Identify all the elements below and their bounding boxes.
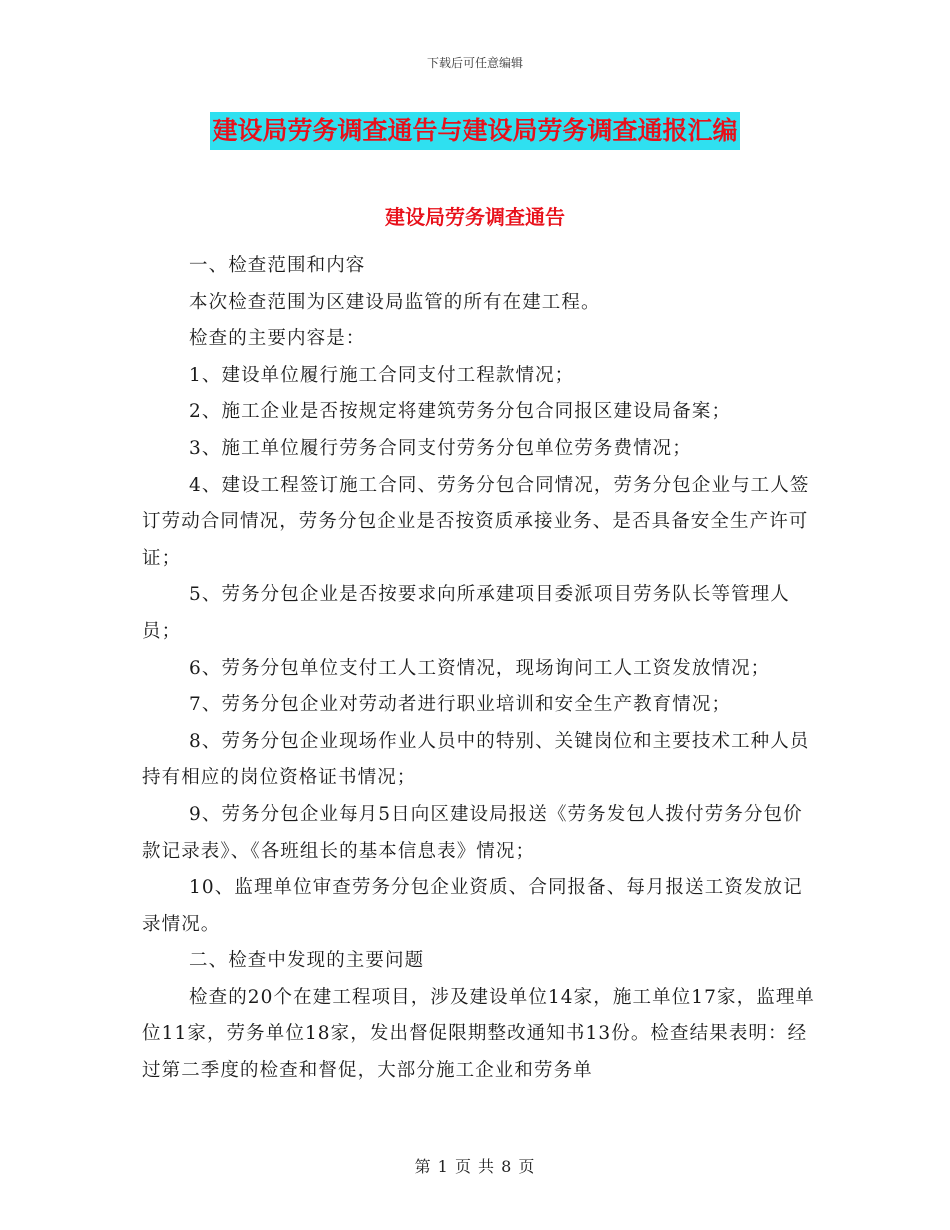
- paragraph: 5、劳务分包企业是否按要求向所承建项目委派项目劳务队长等管理人员；: [142, 584, 790, 642]
- paragraph: 一、检查范围和内容: [189, 255, 366, 276]
- header-note: 下载后可任意编辑: [426, 56, 523, 70]
- paragraph: 10、监理单位审查劳务分包企业资质、合同报备、每月报送工资发放记录情况。: [142, 877, 803, 935]
- paragraph: 检查的主要内容是：: [189, 328, 366, 350]
- page-footer: 第 1 页 共 8 页: [414, 1157, 536, 1176]
- paragraph: 二、检查中发现的主要问题: [189, 950, 425, 972]
- paragraph: 检查的20个在建工程项目，涉及建设单位14家，施工单位17家，监理单位11家，劳务单位18家，发出督促限期整改通知书13份。检查结果表明：经过第二季度的检查和督促，大部分施工企业和劳务单: [142, 986, 816, 1082]
- paragraph: 本次检查范围为区建设局监管的所有在建工程。: [189, 291, 601, 313]
- paragraph: 7、劳务分包企业对劳动者进行职业培训和安全生产教育情况；: [189, 694, 732, 716]
- paragraph: 1、建设单位履行施工合同支付工程款情况；: [189, 364, 575, 386]
- paragraph: 6、劳务分包单位支付工人工资情况，现场询问工人工资发放情况；: [189, 657, 771, 679]
- section-title: 建设局劳务调查通告: [385, 205, 565, 229]
- paragraph: 9、劳务分包企业每月5日向区建设局报送《劳务发包人拨付劳务分包价款记录表》、《各班组长的基本信息表》情况；: [142, 803, 803, 862]
- paragraph: 8、劳务分包企业现场作业人员中的特别、关键岗位和主要技术工种人员持有相应的岗位资格证书情况；: [142, 730, 810, 789]
- document-body: [142, 248, 818, 1090]
- main-title-text: 建设局劳务调查通告与建设局劳务调查通报汇编: [210, 112, 739, 150]
- paragraph: 2、施工企业是否按规定将建筑劳务分包合同报区建设局备案；: [189, 401, 732, 423]
- document-main-title: [0, 112, 950, 150]
- paragraph: 4、建设工程签订施工合同、劳务分包合同情况，劳务分包企业与工人签订劳动合同情况，劳务分包企业是否按资质承接业务、是否具备安全生产许可证；: [142, 474, 810, 569]
- paragraph: 3、施工单位履行劳务合同支付劳务分包单位劳务费情况；: [189, 437, 692, 459]
